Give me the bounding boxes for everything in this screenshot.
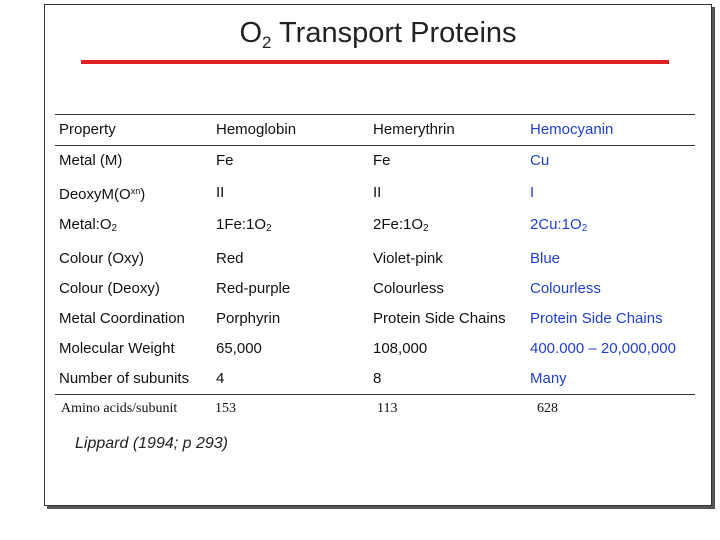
row-hemerythrin: Violet-pink: [373, 250, 443, 267]
table-header-row: [55, 115, 695, 146]
row-property: Metal (M): [59, 152, 123, 169]
row-property: Colour (Deoxy): [59, 280, 160, 297]
row-hemerythrin: Protein Side Chains: [373, 310, 506, 327]
row-hemocyanin: Colourless: [530, 280, 601, 297]
table-row: [55, 364, 695, 395]
amino-acids-label: Amino acids/subunit: [61, 401, 178, 416]
row-hemocyanin: Cu: [530, 152, 550, 169]
row-property: Number of subunits: [55, 364, 212, 395]
row-hemerythrin: Colourless: [373, 280, 444, 297]
slide: [44, 4, 712, 506]
row-hemocyanin: Blue: [530, 250, 561, 267]
row-hemoglobin: II: [216, 184, 225, 201]
row-hemerythrin: II: [373, 184, 382, 201]
amino-hemoglobin: 153: [215, 401, 236, 416]
row-property: $Metal:O_2$: [59, 216, 118, 234]
table-row: [55, 176, 695, 210]
title-underline: [81, 60, 669, 64]
row-property: Molecular Weight: [59, 340, 175, 357]
table-row: [55, 244, 695, 274]
row-property: Colour (Oxy): [59, 250, 145, 267]
header-property: Property: [55, 115, 212, 146]
table-row: [55, 334, 695, 364]
row-hemocyanin: I: [530, 184, 535, 201]
row-hemocyanin: 400.000 – 20,000,000: [530, 340, 676, 357]
table-row: [55, 274, 695, 304]
row-hemerythrin: $2Fe:1O_2$: [373, 216, 429, 234]
header-hemocyanin: Hemocyanin: [526, 115, 695, 146]
row-hemocyanin: Many: [526, 364, 695, 395]
table-row: [55, 146, 695, 177]
row-hemoglobin: Fe: [216, 152, 234, 169]
header-hemerythrin: Hemerythrin: [369, 115, 526, 146]
amino-hemerythrin: 113: [377, 401, 398, 416]
row-hemoglobin: Red-purple: [216, 280, 291, 297]
row-hemoglobin: $1Fe:1O_2$: [216, 216, 272, 234]
row-hemocyanin: $2Cu:1O_2$: [530, 216, 588, 234]
table-row: [55, 210, 695, 244]
row-hemerythrin: 8: [369, 364, 526, 395]
row-property: Metal Coordination: [59, 310, 185, 327]
properties-table: [55, 114, 695, 395]
header-hemoglobin: Hemoglobin: [212, 115, 369, 146]
row-property: $DeoxyM(O^{xn})$: [59, 186, 146, 203]
row-hemerythrin: Fe: [373, 152, 391, 169]
row-hemoglobin: 4: [212, 364, 369, 395]
table-row: [55, 304, 695, 334]
row-hemoglobin: 65,000: [216, 340, 262, 357]
row-hemoglobin: Porphyrin: [216, 310, 281, 327]
row-hemerythrin: 108,000: [373, 340, 428, 357]
citation: Lippard (1994; p 293): [75, 435, 228, 452]
amino-hemocyanin: 628: [537, 401, 558, 416]
row-hemoglobin: Red: [216, 250, 244, 267]
slide-title: $O_2$ Transport Proteins: [239, 17, 517, 52]
row-hemocyanin: Protein Side Chains: [530, 310, 663, 327]
